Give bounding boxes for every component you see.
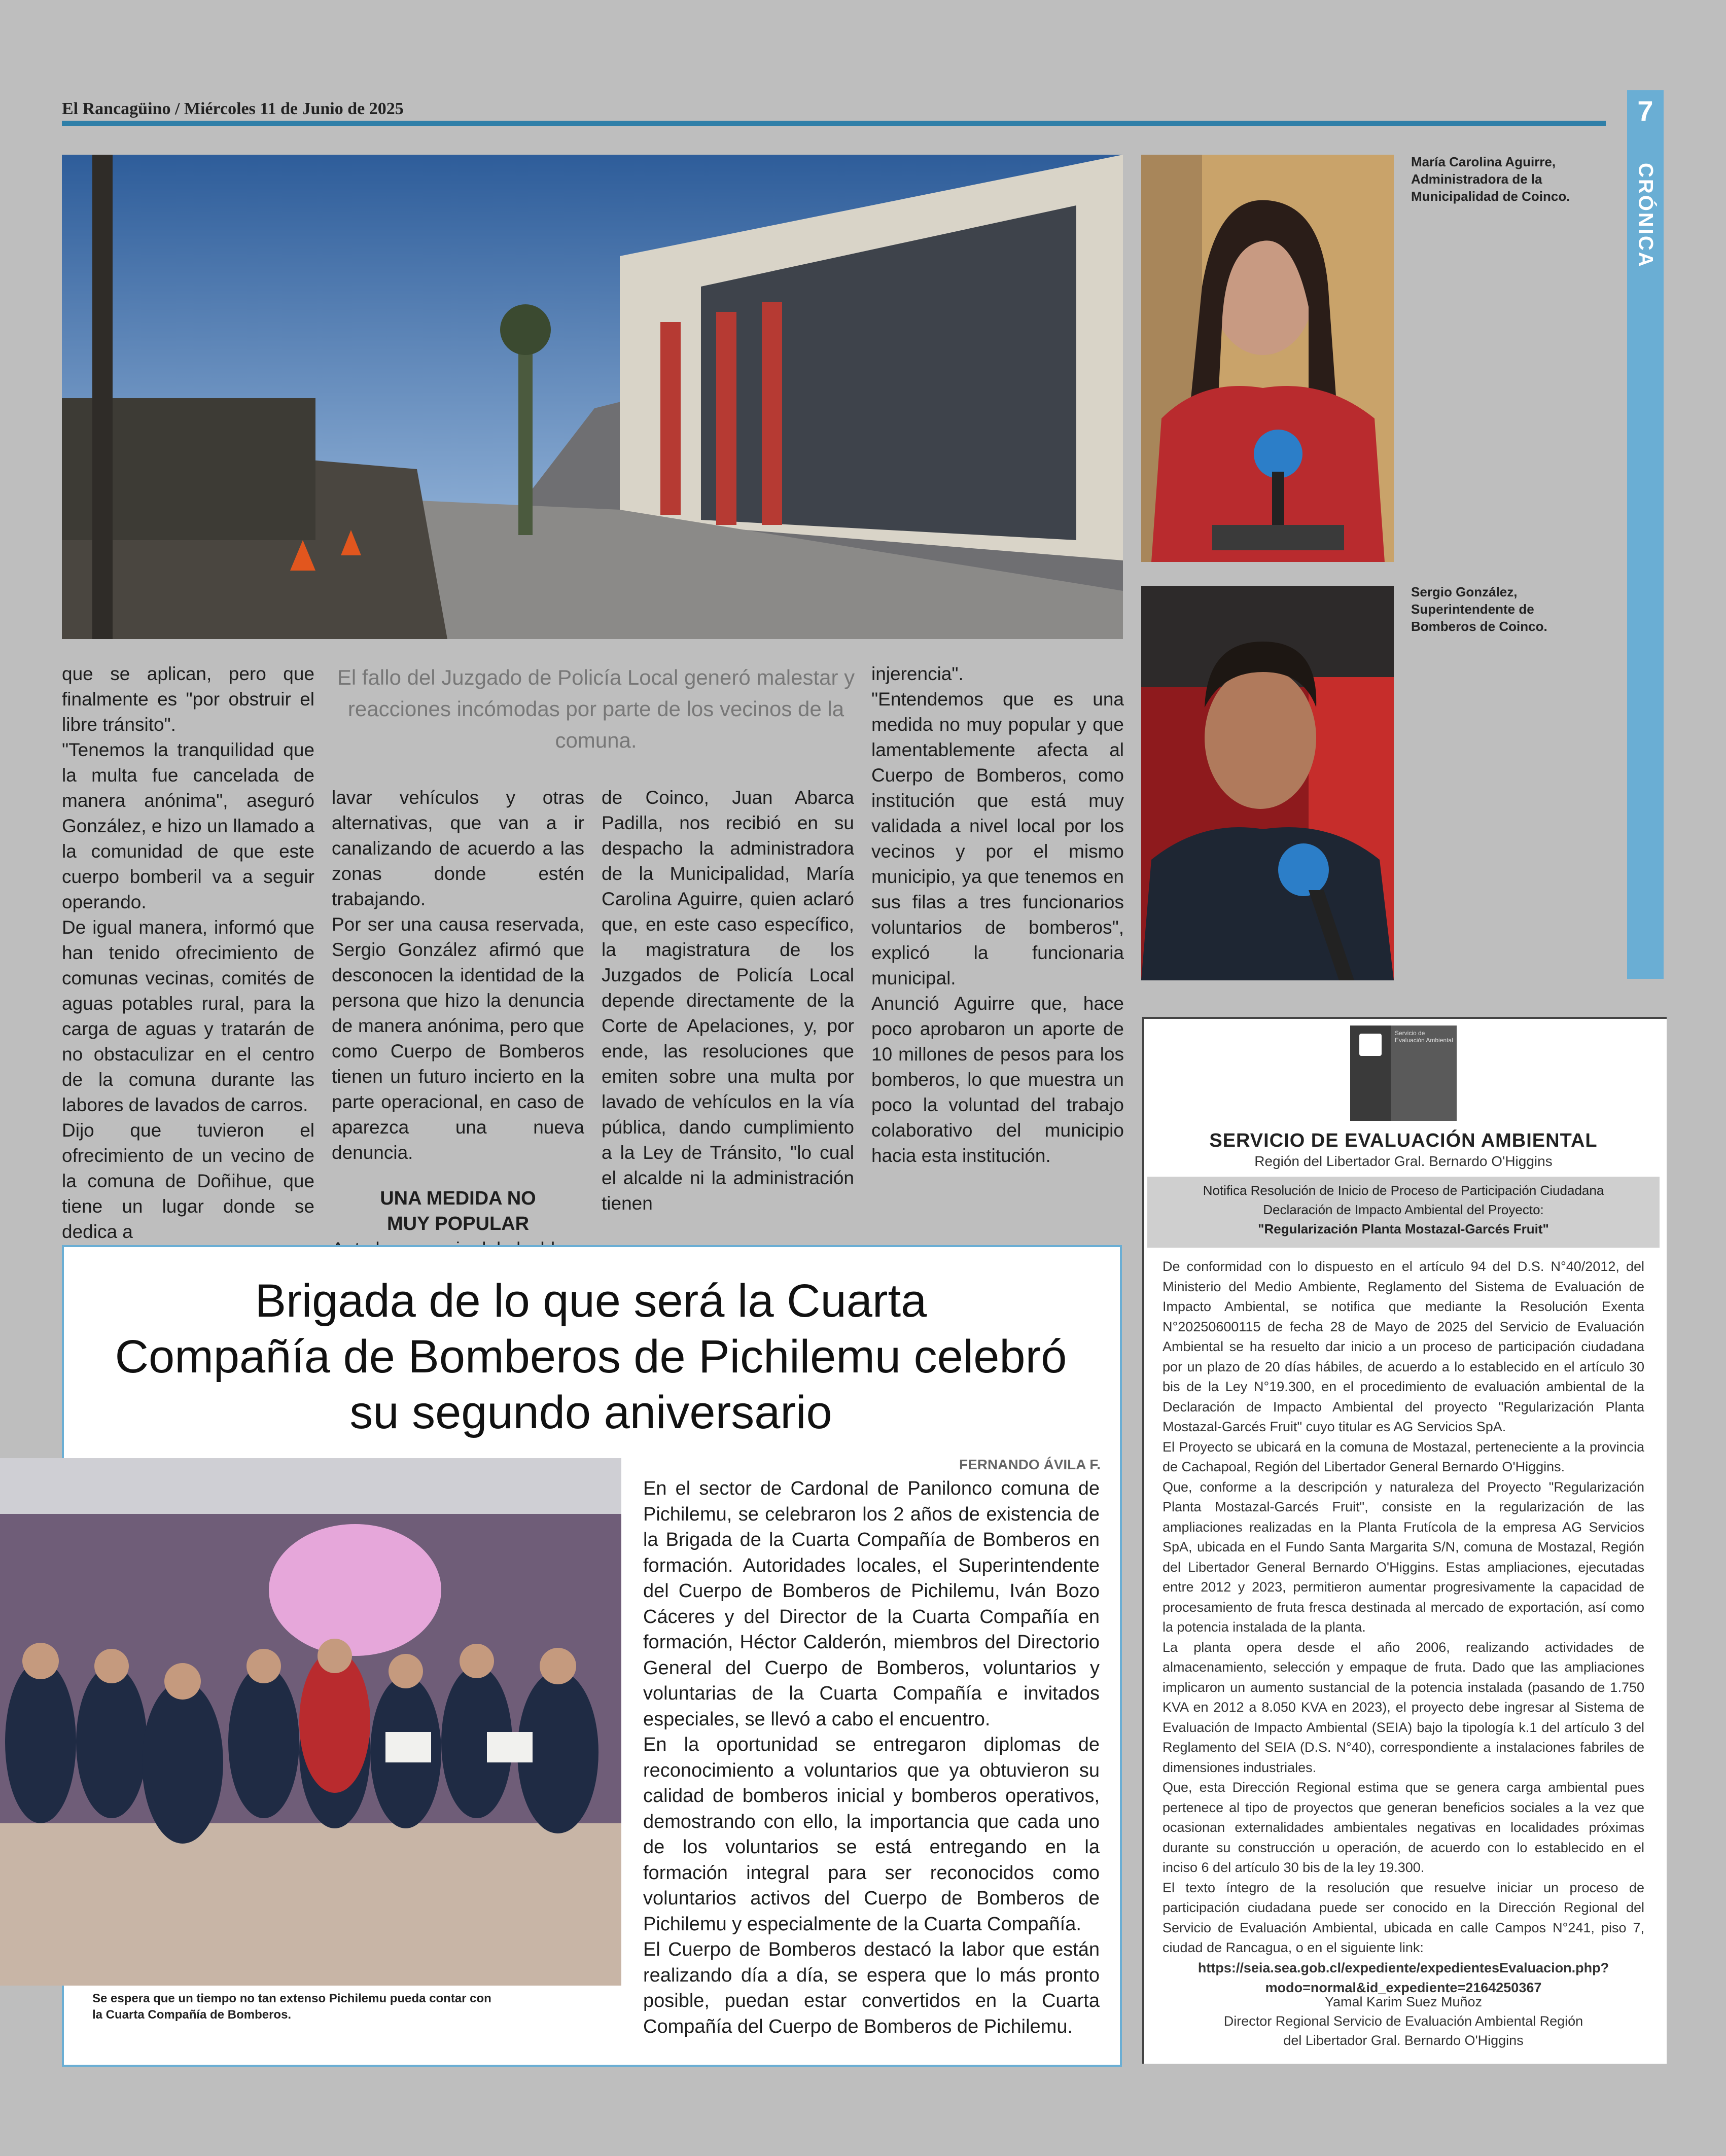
paragraph: Por ser una causa reservada, Sergio González afirmó que desconocen la identidad de la persona que hizo la denuncia de manera anónima, pero que como Cuerpo de Bomberos tienen un futuro incierto en la parte operacional, en caso de aparezca una nueva denuncia. (332, 914, 584, 1163)
paragraph: De igual manera, informó que han tenido ofrecimiento de comunas vecinas, comités de aguas potables rural, para la carga de aguas y tratarán de no obstaculizar en el centro de la comuna durante las labores de lavados de carros. (62, 917, 314, 1115)
aguirre-portrait-image (1141, 155, 1394, 562)
sea-logo (1350, 1026, 1457, 1121)
band-line: Declaración de Impacto Ambiental del Proyecto: (1263, 1202, 1544, 1217)
band-line: "Regularización Planta Mostazal-Garcés Fruit" (1258, 1221, 1549, 1236)
section-tab (1627, 90, 1664, 979)
paragraph: La planta opera desde el año 2006, realizando actividades de almacenamiento, selección y empaque de fruta. Dado que las ampliaciones implicaron un aumento sustancial de la potencia instalada (pasando de 1.750 KVA en 2012 a 8.050 KVA en 2023), el proyecto debe ingresar al Sistema de Evaluación de Impacto Ambiental (SEIA) bajo la tipología k.1 del artículo 3 del Reglamento del SEIA (D.S. N°40), correspondiente a instalaciones fabriles de dimensiones industriales. (1163, 1639, 1644, 1775)
masthead (62, 99, 404, 119)
issue-date: Miércoles 11 de Junio de 2025 (184, 99, 404, 118)
paragraph: El Cuerpo de Bomberos destacó la labor que están realizando día a día, se espera que lo más pronto posible, puedan estar convertidos en la Cuarta Compañía del Cuerpo de Bomberos de Pichilemu. (643, 1939, 1100, 2037)
paragraph: Anunció Aguirre que, hace poco aprobaron un aporte de 10 millones de pesos para los bomberos, lo que muestra un poco la voluntad del trabajo colaborativo del municipio hacia esta institución. (871, 993, 1124, 1166)
paragraph: lavar vehículos y otras alternativas, que van a ir canalizando de acuerdo a las zonas donde estén trabajando. (332, 787, 584, 909)
boxed-article-title (81, 1273, 1101, 1440)
article-column-3 (602, 785, 854, 1216)
notice-heading-band (1147, 1177, 1660, 1248)
subheading: UNA MEDIDA NO MUY POPULAR (380, 1188, 536, 1234)
street-scene-image (62, 155, 1123, 639)
paragraph: El texto íntegro de la resolución que resuelve iniciar un proceso de participación ciudadana puede ser conocido en la Dirección Regional del Servicio de Evaluación Ambiental, ubicada en calle Campos N°241, piso 7, ciudad de Rancagua, o en el siguiente link: (1163, 1880, 1644, 1955)
notice-signature (1147, 1992, 1660, 2050)
article-column-4 (871, 661, 1124, 1169)
gonzalez-portrait-image (1141, 586, 1394, 980)
group-photo (0, 1458, 621, 1986)
paragraph: de Coinco, Juan Abarca Padilla, nos recibió en su despacho la administradora de la Municipalidad, María Carolina Aguirre, quien aclaró que, en este caso específico, la magistratura de los Juzgados de Policía Local depende directamente de la Corte de Apelaciones, y, por ende, las resoluciones que emiten sobre una multa por lavado de vehículos en la vía pública, dando cumplimiento a la Ley de Tránsito, "lo cual el alcalde ni la administración tienen (602, 787, 854, 1214)
paragraph: que se aplican, pero que finalmente es "por obstruir el libre tránsito". (62, 663, 314, 735)
title-line: su segundo aniversario (349, 1387, 832, 1438)
title-line: Brigada de lo que será la Cuarta (255, 1275, 927, 1327)
paragraph: En el sector de Cardonal de Panilonco comuna de Pichilemu, se celebraron los 2 años de existencia de la Brigada de la Cuarta Compañía de Bomberos en formación. Autoridades locales, el Superintendente del Cuerpo de Bomberos de Pichilemu, Iván Bozo Cáceres y del Director de la Cuarta Compañía en formación, Héctor Calderón, miembros del Directorio General del Cuerpo de Bomberos, voluntarios y voluntarias de la Cuarta Compañía e invitados especiales, se llevó a cabo el encuentro. (643, 1478, 1100, 1730)
page-number: 7 (1637, 95, 1653, 127)
coat-of-arms-icon (1359, 1034, 1382, 1056)
gonzalez-photo (1141, 586, 1394, 980)
band-line: Notifica Resolución de Inicio de Proceso de Participación Ciudadana (1203, 1183, 1604, 1198)
group-celebration-image (0, 1458, 621, 1986)
notice-subtitle: Región del Libertador Gral. Bernardo O'Higgins (1254, 1153, 1553, 1169)
paragraph: En la oportunidad se entregaron diplomas de reconocimiento a voluntarios que ya obtuvieron su calidad de bomberos inicial y bomberos operativos, demostrando con ello, la importancia que cada uno de los voluntarios se está entregando en la formación integral para ser reconocidos como voluntarios activos del Cuerpo de Bomberos de Pichilemu y especialmente de la Cuarta Compañía. (643, 1734, 1100, 1935)
boxed-article-body (643, 1476, 1100, 2039)
aguirre-caption: María Carolina Aguirre, Administradora de la Municipalidad de Coinco. (1411, 154, 1570, 204)
paragraph: De conformidad con lo dispuesto en el artículo 94 del D.S. N°40/2012, del Ministerio del Medio Ambiente, Reglamento del Sistema de Evaluación de Impacto Ambiental, se notifica que mediante la Resolución Exenta N°20250600115 de fecha 28 de Mayo de 2025 del Servicio de Evaluación Ambiental se ha resuelto dar inicio a un proceso de participación ciudadana por un plazo de 20 días hábiles, de acuerdo a lo establecido en el artículo 30 bis de la Ley N°19.300, en el procedimiento de evaluación ambiental de la Declaración de Impacto Ambiental del proyecto "Regularización Planta Mostazal-Garcés Fruit" cuyo titular es AG Servicios SpA. (1163, 1259, 1644, 1434)
paper-name: El Rancagüino / (62, 99, 184, 118)
article-column-2 (332, 785, 584, 1262)
paragraph: El Proyecto se ubicará en la comuna de Mostazal, perteneciente a la provincia de Cachapoal, Región del Libertador General Bernardo O'Higgins. (1163, 1439, 1644, 1474)
paragraph: injerencia". (871, 663, 964, 684)
gonzalez-caption: Sergio González, Superintendente de Bomberos de Coinco. (1411, 584, 1547, 634)
sea-logo-text: Servicio de Evaluación Ambiental (1395, 1030, 1453, 1044)
notice-link[interactable]: https://seia.sea.gob.cl/expediente/expedientesEvaluacion.php?modo=normal&id_expediente=2164250367 (1197, 1960, 1609, 1995)
header-rule (62, 121, 1606, 126)
paragraph: Que, conforme a la descripción y naturaleza del Proyecto "Regularización Planta Mostazal-Garcés Fruit", consiste en la regularización de las ampliaciones realizadas en la Planta Frutícola de la empresa AG Servicios SpA, ubicada en el Fundo Santa Margarita S/N, comuna de Mostazal, Región del Libertador General Bernardo O'Higgins. Estas ampliaciones, ejecutadas entre 2012 y 2023, permitieron aumentar progresivamente la capacidad de procesamiento de fruta fresca destinada al mercado de exportación, así como la potencia instalada de la planta. (1163, 1479, 1644, 1635)
article-column-1 (62, 661, 314, 1245)
group-photo-caption: Se espera que un tiempo no tan extenso Pichilemu pueda contar con la Cuarta Compañía de Bomberos. (92, 1992, 491, 2022)
paragraph: "Entendemos que es una medida no muy popular y que lamentablemente afecta al Cuerpo de Bomberos, como institución que está muy validada a nivel local por los vecinos y por el mismo municipio, ya que tenemos en sus filas a tres funcionarios voluntarios de bomberos", explicó la funcionaria municipal. (871, 689, 1124, 988)
notice-body (1163, 1257, 1644, 1998)
byline: FERNANDO ÁVILA F. (959, 1457, 1101, 1472)
signer-name: Yamal Karim Suez Muñoz (1324, 1994, 1483, 2009)
notice-title: SERVICIO DE EVALUACIÓN AMBIENTAL (1209, 1130, 1598, 1151)
paragraph: "Tenemos la tranquilidad que la multa fue cancelada de manera anónima", aseguró González, e hizo un llamado a la comunidad de que este cuerpo bomberil va a seguir operando. (62, 739, 314, 912)
paragraph: Que, esta Dirección Regional estima que se genera carga ambiental pues pertenece al tipo de proyectos que generan beneficios sociales a la vez que ocasionan externalidades ambientales negativas en localidades próximas durante su construcción u operación, de acuerdo con lo establecido en el inciso 6 del artículo 30 bis de la ley 19.300. (1163, 1780, 1644, 1875)
signer-title: Director Regional Servicio de Evaluación Ambiental Región del Libertador Gral. Bernardo O'Higgins (1223, 2013, 1583, 2048)
pull-quote: El fallo del Juzgado de Policía Local generó malestar y reacciones incómodas por parte de los vecinos de la comuna. (337, 665, 855, 752)
paragraph: Dijo que tuvieron el ofrecimiento de un vecino de la comuna de Doñihue, que tiene un lugar donde se dedica a (62, 1120, 314, 1242)
main-photo (62, 155, 1123, 639)
aguirre-photo (1141, 155, 1394, 562)
section-label: CRÓNICA (1634, 163, 1657, 268)
title-line: Compañía de Bomberos de Pichilemu celebró (115, 1331, 1067, 1383)
